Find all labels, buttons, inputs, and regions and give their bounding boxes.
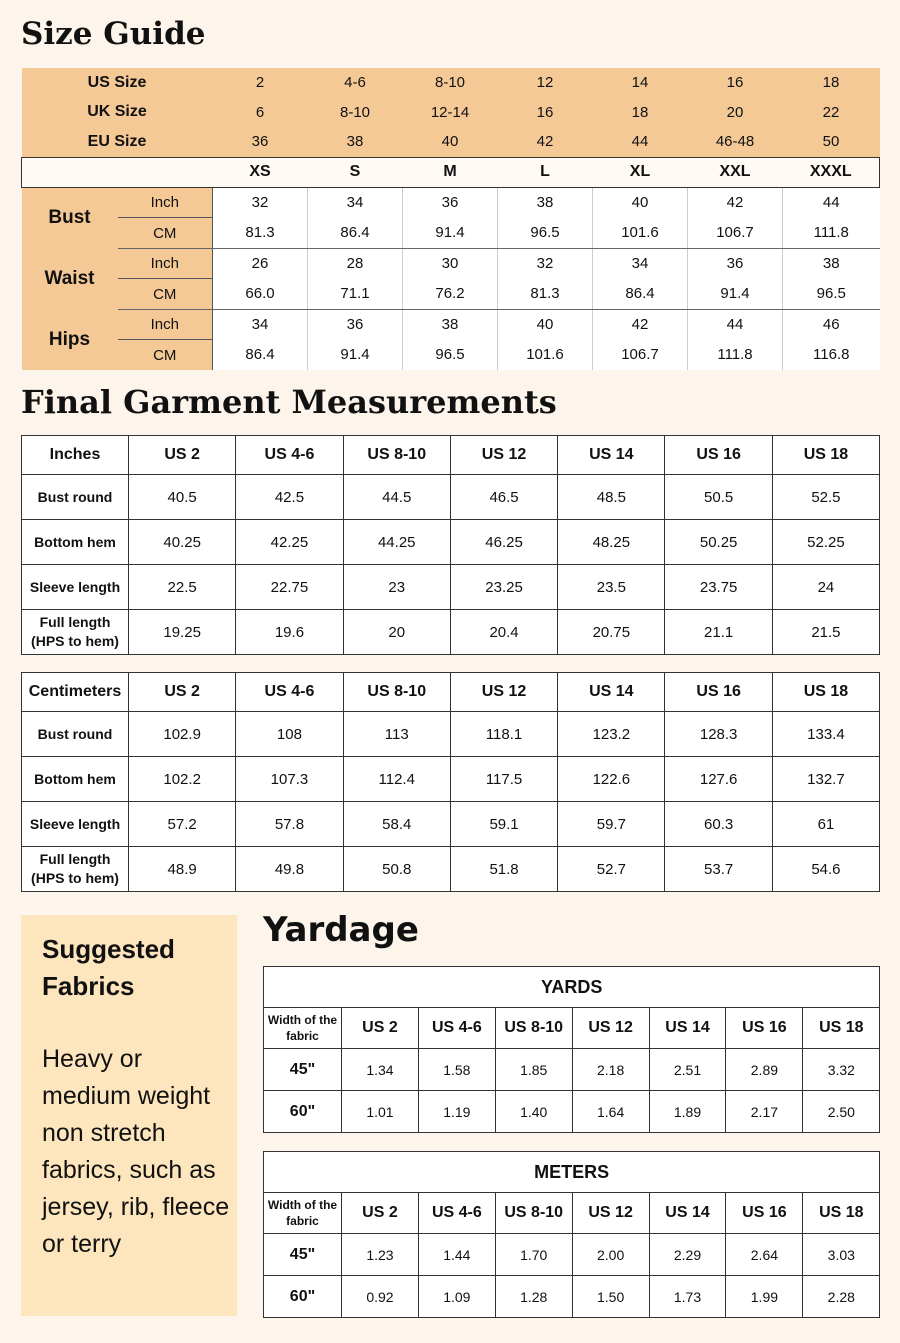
garment-row	[22, 520, 880, 565]
size-row-eu	[22, 127, 880, 157]
yardage-value-cell: 1.85	[495, 1049, 572, 1091]
unit-inch-label: Inch	[118, 187, 213, 218]
yardage-value-cell: 1.50	[572, 1276, 649, 1318]
us-size-cell: 4-6	[344, 74, 366, 92]
letter-size-blank	[22, 157, 213, 187]
garment-value-cell: 61	[772, 802, 879, 847]
uk-size-cell: 22	[822, 103, 840, 121]
measure-row-inch	[22, 309, 880, 340]
garment-row	[22, 847, 880, 892]
measure-inch-cell: 36	[688, 248, 783, 279]
measure-cm-cell: 96.5	[403, 340, 498, 370]
measure-inch-cell: 40	[593, 187, 688, 218]
garment-row-label-text: Full length	[39, 851, 111, 867]
yardage-value-cell: 1.19	[418, 1091, 495, 1133]
yardage-value-cell: 1.64	[572, 1091, 649, 1133]
unit-inch-label: Inch	[118, 309, 213, 340]
garment-value-cell: 20	[343, 610, 450, 655]
garment-header-row	[22, 436, 880, 475]
garment-row	[22, 565, 880, 610]
unit-cm-label: CM	[118, 279, 213, 310]
garment-value-cell: 118.1	[450, 712, 557, 757]
measure-row-cm	[22, 340, 880, 370]
measure-cm-cell: 76.2	[403, 279, 498, 310]
measure-cm-cell: 81.3	[498, 279, 593, 310]
yardage-column-header: US 16	[726, 1193, 803, 1234]
garment-row-label	[22, 757, 129, 802]
garment-row-label-sub: (HPS to hem)	[31, 870, 119, 886]
measure-inch-cell: 34	[213, 309, 308, 340]
yardage-value-cell: 1.70	[495, 1234, 572, 1276]
uk-size-cell: 8-10	[339, 103, 371, 121]
garment-row-label	[22, 565, 129, 610]
suggested-fabrics-title	[42, 931, 175, 1005]
fabric-width-label: 45"	[264, 1049, 342, 1091]
yardage-caption-row	[264, 1152, 880, 1193]
garment-value-cell: 133.4	[772, 712, 879, 757]
garment-column-header: US 4-6	[236, 436, 343, 475]
us-size-cell: 16	[726, 74, 744, 92]
garment-row	[22, 712, 880, 757]
us-size-cell: 18	[822, 74, 840, 92]
measure-cm-cell: 91.4	[403, 218, 498, 249]
yardage-value-cell: 1.99	[726, 1276, 803, 1318]
uk-size-cell: 16	[536, 103, 554, 121]
garment-unit-label: Centimeters	[22, 673, 129, 712]
eu-size-cell: 44	[631, 133, 649, 151]
yardage-value-cell: 3.32	[803, 1049, 880, 1091]
garment-value-cell: 23.75	[665, 565, 772, 610]
garment-value-cell: 128.3	[665, 712, 772, 757]
measure-inch-cell: 38	[498, 187, 593, 218]
measure-inch-cell: 32	[498, 248, 593, 279]
letter-size-cell: XL	[593, 157, 688, 187]
garment-value-cell: 23.5	[558, 565, 665, 610]
garment-header-row	[22, 673, 880, 712]
yardage-header-row	[264, 1193, 880, 1234]
measure-inch-cell: 34	[308, 187, 403, 218]
eu-size-cell: 50	[822, 133, 840, 151]
yardage-value-cell: 2.00	[572, 1234, 649, 1276]
yardage-value-cell: 2.29	[649, 1234, 726, 1276]
yardage-row	[264, 1091, 880, 1133]
yardage-column-header: US 2	[342, 1008, 419, 1049]
garment-inches-table	[21, 435, 880, 655]
yardage-column-header: US 16	[726, 1008, 803, 1049]
eu-size-cell: 38	[346, 133, 364, 151]
yardage-value-cell: 1.89	[649, 1091, 726, 1133]
garment-value-cell: 102.9	[129, 712, 236, 757]
fabric-width-label: 60"	[264, 1276, 342, 1318]
yardage-value-cell: 1.73	[649, 1276, 726, 1318]
garment-value-cell: 51.8	[450, 847, 557, 892]
yardage-value-cell: 2.18	[572, 1049, 649, 1091]
garment-value-cell: 48.25	[558, 520, 665, 565]
measure-inch-cell: 26	[213, 248, 308, 279]
fabric-width-label: 60"	[264, 1091, 342, 1133]
yardage-value-cell: 2.17	[726, 1091, 803, 1133]
yardage-column-header: US 14	[649, 1193, 726, 1234]
measure-cm-cell: 111.8	[783, 218, 880, 249]
unit-cm-label: CM	[118, 218, 213, 249]
garment-value-cell: 19.6	[236, 610, 343, 655]
measure-cm-cell: 101.6	[593, 218, 688, 249]
garment-row	[22, 757, 880, 802]
garment-value-cell: 102.2	[129, 757, 236, 802]
measure-inch-cell: 36	[403, 187, 498, 218]
yardage-column-header: US 4-6	[418, 1193, 495, 1234]
garment-row	[22, 610, 880, 655]
yardage-value-cell: 2.51	[649, 1049, 726, 1091]
width-label-line2: fabric	[286, 1214, 319, 1228]
letter-size-cell: XXXL	[783, 157, 880, 187]
size-guide-table	[21, 68, 880, 370]
garment-value-cell: 40.25	[129, 520, 236, 565]
measure-row-cm	[22, 279, 880, 310]
garment-column-header: US 18	[772, 673, 879, 712]
measure-cm-cell: 91.4	[308, 340, 403, 370]
unit-cm-label: CM	[118, 340, 213, 370]
eu-size-cell: 42	[536, 133, 554, 151]
measure-cm-cell: 86.4	[213, 340, 308, 370]
garment-column-header: US 14	[558, 673, 665, 712]
yardage-column-header: US 12	[572, 1193, 649, 1234]
suggested-fabrics-text: Heavy or medium weight non stretch fabrics, such as jersey, rib, fleece or terry	[42, 1045, 230, 1258]
measure-row-inch	[22, 187, 880, 218]
garment-value-cell: 52.25	[772, 520, 879, 565]
garment-row-label	[22, 712, 129, 757]
garment-value-cell: 50.8	[343, 847, 450, 892]
yardage-value-cell: 2.89	[726, 1049, 803, 1091]
garment-value-cell: 108	[236, 712, 343, 757]
measure-inch-cell: 42	[593, 309, 688, 340]
yardage-caption-row	[264, 967, 880, 1008]
garment-value-cell: 132.7	[772, 757, 879, 802]
yardage-row	[264, 1049, 880, 1091]
width-label-line1: Width of the	[267, 1198, 338, 1212]
garment-value-cell: 50.25	[665, 520, 772, 565]
yardage-column-header: US 8-10	[495, 1193, 572, 1234]
garment-row-label	[22, 520, 129, 565]
eu-size-cell: 36	[251, 133, 269, 151]
uk-size-cell: 20	[726, 103, 744, 121]
yardage-yards-table	[263, 966, 880, 1133]
measure-inch-cell: 38	[403, 309, 498, 340]
width-label-line2: fabric	[286, 1029, 319, 1043]
uk-size-cell: 12-14	[430, 103, 470, 121]
garment-centimeters-table	[21, 672, 880, 892]
garment-row-label-sub: (HPS to hem)	[31, 633, 119, 649]
garment-value-cell: 20.4	[450, 610, 557, 655]
garment-value-cell: 53.7	[665, 847, 772, 892]
measure-label: Waist	[22, 248, 118, 309]
measure-cm-cell: 96.5	[498, 218, 593, 249]
garment-row-label	[22, 475, 129, 520]
letter-size-row	[22, 157, 880, 187]
garment-row-label-text: Sleeve length	[29, 815, 121, 832]
letter-size-cell: XS	[213, 157, 308, 187]
fabrics-title-line2: Fabrics	[42, 971, 135, 1001]
garment-value-cell: 22.5	[129, 565, 236, 610]
garment-column-header: US 2	[129, 436, 236, 475]
garment-value-cell: 52.5	[772, 475, 879, 520]
garment-value-cell: 21.5	[772, 610, 879, 655]
measure-label: Bust	[22, 187, 118, 248]
garment-title: Final Garment Measurements	[21, 383, 557, 421]
garment-value-cell: 50.5	[665, 475, 772, 520]
measure-inch-cell: 44	[688, 309, 783, 340]
garment-value-cell: 127.6	[665, 757, 772, 802]
yardage-caption: YARDS	[264, 967, 880, 1008]
garment-value-cell: 57.8	[236, 802, 343, 847]
garment-value-cell: 59.1	[450, 802, 557, 847]
garment-column-header: US 8-10	[343, 436, 450, 475]
measure-inch-cell: 36	[308, 309, 403, 340]
letter-size-cell: XXL	[688, 157, 783, 187]
yardage-column-header: US 18	[803, 1008, 880, 1049]
garment-value-cell: 40.5	[129, 475, 236, 520]
yardage-value-cell: 1.23	[342, 1234, 419, 1276]
measure-cm-cell: 81.3	[213, 218, 308, 249]
width-of-fabric-label	[264, 1008, 342, 1049]
size-row-us	[22, 68, 880, 98]
garment-row-label-text: Full length	[39, 614, 111, 630]
garment-value-cell: 44.25	[343, 520, 450, 565]
eu-size-cell: 40	[441, 133, 459, 151]
measure-row-inch	[22, 248, 880, 279]
garment-value-cell: 46.5	[450, 475, 557, 520]
measure-cm-cell: 71.1	[308, 279, 403, 310]
garment-column-header: US 12	[450, 673, 557, 712]
yardage-column-header: US 4-6	[418, 1008, 495, 1049]
garment-value-cell: 60.3	[665, 802, 772, 847]
garment-row-label-text: Bottom hem	[34, 533, 116, 550]
garment-value-cell: 117.5	[450, 757, 557, 802]
yardage-value-cell: 3.03	[803, 1234, 880, 1276]
measure-inch-cell: 28	[308, 248, 403, 279]
uk-size-label: UK Size	[87, 103, 147, 121]
uk-size-cell: 18	[631, 103, 649, 121]
yardage-value-cell: 1.34	[342, 1049, 419, 1091]
garment-value-cell: 48.9	[129, 847, 236, 892]
letter-size-cell: M	[403, 157, 498, 187]
measure-inch-cell: 42	[688, 187, 783, 218]
garment-column-header: US 8-10	[343, 673, 450, 712]
yardage-title: Yardage	[263, 910, 419, 950]
garment-value-cell: 42.5	[236, 475, 343, 520]
garment-row-label	[22, 610, 129, 655]
yardage-value-cell: 2.50	[803, 1091, 880, 1133]
measure-row-cm	[22, 218, 880, 249]
letter-size-cell: S	[308, 157, 403, 187]
measure-inch-cell: 30	[403, 248, 498, 279]
measure-cm-cell: 66.0	[213, 279, 308, 310]
yardage-value-cell: 2.64	[726, 1234, 803, 1276]
measure-cm-cell: 86.4	[308, 218, 403, 249]
measure-cm-cell: 101.6	[498, 340, 593, 370]
yardage-value-cell: 1.58	[418, 1049, 495, 1091]
garment-row-label	[22, 847, 129, 892]
measure-inch-cell: 40	[498, 309, 593, 340]
us-size-cell: 2	[255, 74, 265, 92]
garment-value-cell: 21.1	[665, 610, 772, 655]
garment-value-cell: 23	[343, 565, 450, 610]
yardage-value-cell: 1.44	[418, 1234, 495, 1276]
garment-column-header: US 12	[450, 436, 557, 475]
width-label-line1: Width of the	[267, 1013, 338, 1027]
yardage-value-cell: 1.40	[495, 1091, 572, 1133]
yardage-row	[264, 1234, 880, 1276]
fabric-width-label: 45"	[264, 1234, 342, 1276]
yardage-column-header: US 12	[572, 1008, 649, 1049]
garment-value-cell: 42.25	[236, 520, 343, 565]
garment-column-header: US 2	[129, 673, 236, 712]
garment-unit-label: Inches	[22, 436, 129, 475]
garment-row-label-text: Sleeve length	[29, 578, 121, 595]
garment-value-cell: 122.6	[558, 757, 665, 802]
garment-value-cell: 20.75	[558, 610, 665, 655]
measure-cm-cell: 91.4	[688, 279, 783, 310]
unit-inch-label: Inch	[118, 248, 213, 279]
yardage-caption: METERS	[264, 1152, 880, 1193]
garment-value-cell: 22.75	[236, 565, 343, 610]
size-guide-title: Size Guide	[21, 16, 206, 52]
garment-value-cell: 49.8	[236, 847, 343, 892]
garment-column-header: US 16	[665, 673, 772, 712]
garment-value-cell: 112.4	[343, 757, 450, 802]
uk-size-cell: 6	[255, 103, 265, 121]
measure-inch-cell: 34	[593, 248, 688, 279]
letter-size-cell: L	[498, 157, 593, 187]
measure-cm-cell: 86.4	[593, 279, 688, 310]
garment-value-cell: 123.2	[558, 712, 665, 757]
measure-inch-cell: 38	[783, 248, 880, 279]
measure-cm-cell: 111.8	[688, 340, 783, 370]
yardage-column-header: US 18	[803, 1193, 880, 1234]
eu-size-cell: 46-48	[715, 133, 755, 151]
width-of-fabric-label	[264, 1193, 342, 1234]
garment-value-cell: 54.6	[772, 847, 879, 892]
size-row-uk	[22, 98, 880, 128]
yardage-column-header: US 8-10	[495, 1008, 572, 1049]
garment-value-cell: 19.25	[129, 610, 236, 655]
yardage-value-cell: 1.28	[495, 1276, 572, 1318]
yardage-row	[264, 1276, 880, 1318]
garment-row	[22, 802, 880, 847]
garment-value-cell: 24	[772, 565, 879, 610]
garment-column-header: US 16	[665, 436, 772, 475]
yardage-column-header: US 14	[649, 1008, 726, 1049]
garment-value-cell: 58.4	[343, 802, 450, 847]
garment-row-label	[22, 802, 129, 847]
garment-value-cell: 52.7	[558, 847, 665, 892]
measure-inch-cell: 46	[783, 309, 880, 340]
garment-value-cell: 23.25	[450, 565, 557, 610]
fabrics-title-line1: Suggested	[42, 934, 175, 964]
measure-cm-cell: 116.8	[783, 340, 880, 370]
garment-column-header: US 4-6	[236, 673, 343, 712]
us-size-cell: 14	[631, 74, 649, 92]
garment-row-label-text: Bust round	[37, 725, 113, 742]
garment-value-cell: 46.25	[450, 520, 557, 565]
garment-value-cell: 48.5	[558, 475, 665, 520]
measure-cm-cell: 106.7	[688, 218, 783, 249]
measure-inch-cell: 32	[213, 187, 308, 218]
garment-value-cell: 57.2	[129, 802, 236, 847]
measure-cm-cell: 106.7	[593, 340, 688, 370]
garment-column-header: US 18	[772, 436, 879, 475]
garment-row-label-text: Bust round	[37, 488, 113, 505]
yardage-value-cell: 2.28	[803, 1276, 880, 1318]
measure-inch-cell: 44	[783, 187, 880, 218]
garment-row-label-text: Bottom hem	[34, 770, 116, 787]
garment-column-header: US 14	[558, 436, 665, 475]
garment-value-cell: 59.7	[558, 802, 665, 847]
measure-cm-cell: 96.5	[783, 279, 880, 310]
us-size-cell: 12	[536, 74, 554, 92]
yardage-value-cell: 0.92	[342, 1276, 419, 1318]
garment-value-cell: 44.5	[343, 475, 450, 520]
yardage-column-header: US 2	[342, 1193, 419, 1234]
suggested-fabrics-panel	[21, 915, 237, 1316]
garment-value-cell: 107.3	[236, 757, 343, 802]
yardage-header-row	[264, 1008, 880, 1049]
us-size-cell: 8-10	[434, 74, 466, 92]
garment-row	[22, 475, 880, 520]
yardage-value-cell: 1.09	[418, 1276, 495, 1318]
yardage-value-cell: 1.01	[342, 1091, 419, 1133]
yardage-meters-table	[263, 1151, 880, 1318]
us-size-label: US Size	[87, 73, 147, 91]
eu-size-label: EU Size	[87, 132, 147, 150]
measure-label: Hips	[22, 309, 118, 370]
garment-value-cell: 113	[343, 712, 450, 757]
